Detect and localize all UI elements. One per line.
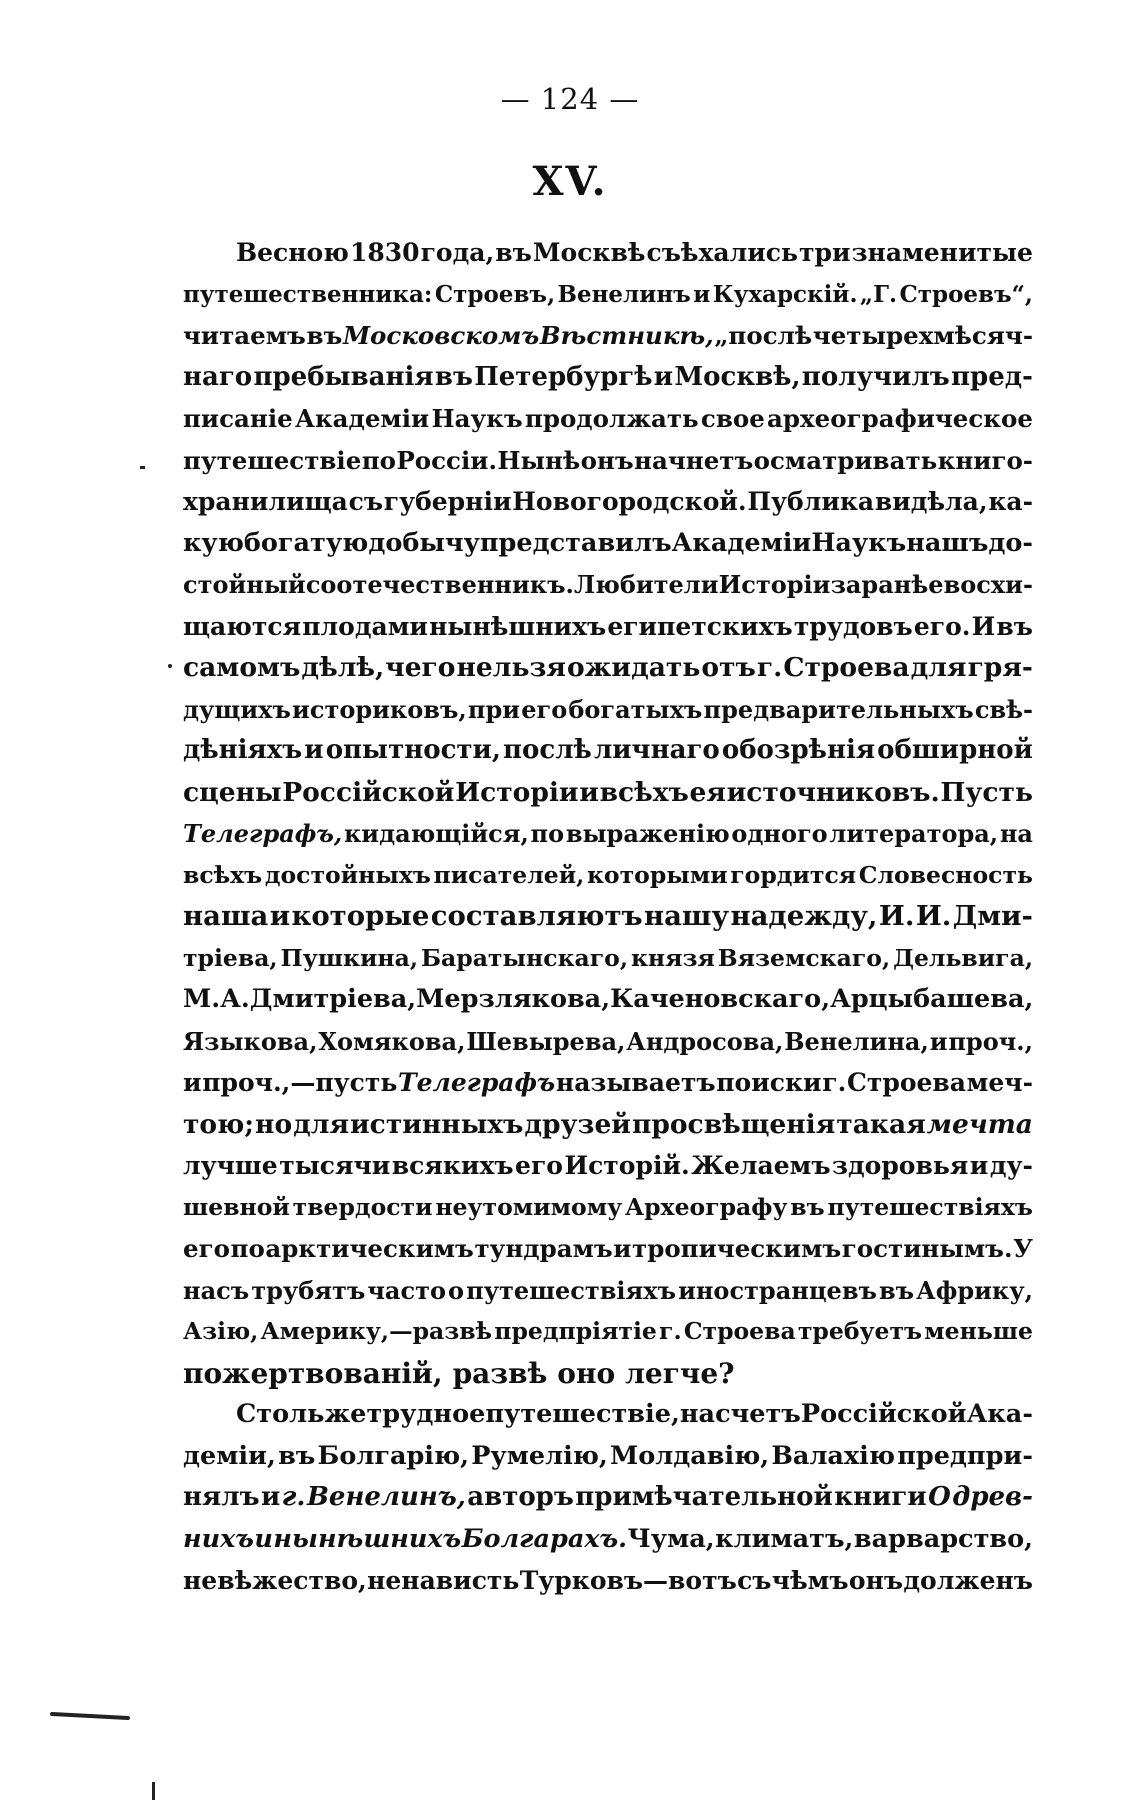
word: ненависть xyxy=(367,1566,520,1595)
word: Россійской xyxy=(800,1399,967,1429)
word: опытности, xyxy=(325,735,501,765)
word: И. xyxy=(915,900,952,932)
word: развѣ xyxy=(452,1356,548,1390)
word: М. xyxy=(183,984,221,1014)
word: богатую xyxy=(243,527,369,558)
word: Кухарскій. xyxy=(712,280,858,308)
word: Телеграфъ, xyxy=(183,819,343,848)
word: представилъ xyxy=(479,527,672,558)
word: Азію, xyxy=(183,1317,259,1345)
word: источниковъ. xyxy=(726,776,940,808)
word: долженъ xyxy=(903,1566,1033,1595)
word: Исторій. xyxy=(564,1151,690,1180)
word: путешествіе xyxy=(183,445,362,475)
word: добычу xyxy=(368,527,480,558)
word: „Г. xyxy=(859,280,898,308)
word: Молдавію, xyxy=(610,1440,770,1471)
word: Московскомъ xyxy=(342,321,540,350)
word: Нынѣ xyxy=(497,445,581,475)
word: видѣла, xyxy=(874,487,988,516)
word: авторъ xyxy=(467,1482,574,1512)
word: друзей xyxy=(524,1108,631,1140)
word: часто xyxy=(367,1275,446,1305)
word: Дмитріева, xyxy=(249,984,417,1014)
word: просвѣщенія xyxy=(631,1108,836,1140)
word: г. xyxy=(659,1317,682,1345)
word: личнаго xyxy=(593,735,720,765)
word: года, xyxy=(420,238,495,267)
word: всѣхъ xyxy=(599,776,689,808)
text-line xyxy=(183,647,1033,689)
word: счетъ xyxy=(715,1399,801,1429)
text-line xyxy=(183,772,1033,814)
text-line xyxy=(183,1021,1033,1063)
word: ду- xyxy=(989,1151,1033,1180)
word: шевной xyxy=(183,1192,290,1221)
word: Исторіи xyxy=(718,570,831,599)
word: составляютъ xyxy=(430,900,643,932)
word: знаменитые xyxy=(851,238,1033,267)
word: обозрѣнія xyxy=(721,735,876,765)
word: одного xyxy=(731,819,828,848)
word: путешествіяхъ xyxy=(827,1192,1033,1221)
text-line xyxy=(183,689,1033,731)
word: гостинымъ. xyxy=(841,1234,1013,1263)
word: г. xyxy=(281,1482,306,1512)
word: по xyxy=(361,445,396,475)
word: осматривать xyxy=(753,445,938,475)
word: дѣніяхъ xyxy=(183,735,303,765)
word: тою; xyxy=(183,1108,255,1140)
word: его xyxy=(183,1234,230,1263)
word: Андросова, xyxy=(626,1026,784,1056)
word: Ака- xyxy=(966,1399,1033,1429)
text-line xyxy=(183,896,1033,938)
word: трудовъ xyxy=(793,611,913,641)
text-line xyxy=(183,1062,1033,1104)
word: предпріятіе xyxy=(494,1317,657,1345)
word: въ xyxy=(306,321,343,350)
word: Каченовскаго, xyxy=(610,984,831,1014)
word: и xyxy=(304,735,324,765)
word: древ- xyxy=(952,1482,1033,1512)
word: получилъ xyxy=(801,361,950,392)
word: съѣхались xyxy=(646,238,798,267)
word: послѣ xyxy=(503,735,592,765)
word: въ xyxy=(790,1192,825,1221)
word: климатъ, xyxy=(715,1523,854,1554)
word: археографическое xyxy=(767,404,1033,433)
word: арктическимъ xyxy=(265,1234,474,1263)
word: и xyxy=(969,1151,989,1180)
word: Строева xyxy=(683,1317,796,1345)
word: варварство, xyxy=(853,1523,1033,1554)
word: Хомякова, xyxy=(318,1026,466,1056)
word: Мерзлякова, xyxy=(416,984,611,1014)
text-line xyxy=(183,398,1033,440)
word: Строева xyxy=(846,1068,966,1097)
word: хранилища xyxy=(183,487,348,516)
word: гря- xyxy=(967,652,1033,683)
word: Россіи. xyxy=(396,445,497,475)
word: неутомимому xyxy=(435,1192,623,1221)
text-line xyxy=(183,1436,1033,1478)
word: въ xyxy=(996,611,1033,641)
text-line xyxy=(183,523,1033,565)
text-line xyxy=(183,1560,1033,1602)
word: читаемъ xyxy=(183,321,306,350)
word: трудное xyxy=(366,1399,486,1429)
text-line xyxy=(183,357,1033,399)
text-line xyxy=(183,440,1033,482)
word: „послѣ xyxy=(714,321,813,350)
text-line xyxy=(183,1187,1033,1229)
word: его xyxy=(521,694,568,724)
word: и xyxy=(613,1234,632,1263)
word: по xyxy=(530,819,565,848)
text-line xyxy=(183,1477,1033,1519)
word: наша xyxy=(183,900,269,932)
word: примѣчательной xyxy=(575,1482,833,1512)
word: всякихъ xyxy=(391,1151,514,1180)
word: онъ xyxy=(580,445,634,475)
word: пред- xyxy=(951,361,1033,392)
word: Столь xyxy=(236,1399,325,1429)
word: Болгарію, xyxy=(317,1440,470,1471)
word: тропическимъ xyxy=(632,1234,842,1263)
word: Строевъ, xyxy=(434,280,556,308)
word: Дми- xyxy=(952,900,1033,932)
word: трубятъ xyxy=(251,1275,366,1305)
word: въ xyxy=(495,238,532,267)
word: нялъ xyxy=(183,1482,260,1512)
word: твердости xyxy=(292,1192,433,1221)
word: выраженію xyxy=(565,819,730,848)
word: до- xyxy=(988,527,1033,558)
word: на xyxy=(679,1399,716,1429)
word: г. xyxy=(822,1068,847,1097)
word: называетъ xyxy=(555,1068,716,1097)
word: нынѣшнихъ xyxy=(429,611,607,641)
word: И. xyxy=(878,900,915,932)
word: въ xyxy=(434,361,473,392)
word: пожертвованій, xyxy=(183,1356,443,1390)
word: тысячи xyxy=(279,1151,391,1180)
word: насъ xyxy=(183,1275,250,1305)
word: истинныхъ xyxy=(350,1108,524,1140)
word: для xyxy=(910,652,967,683)
word: оно xyxy=(557,1356,616,1390)
word: наго xyxy=(183,361,253,392)
word: Турковъ—вотъ xyxy=(519,1566,737,1595)
word: всѣхъ xyxy=(183,860,263,889)
word: по xyxy=(230,1234,265,1263)
word: египетскихъ xyxy=(607,611,793,641)
word: лучше xyxy=(183,1151,278,1180)
word: Академіи xyxy=(294,404,430,433)
word: и xyxy=(653,361,674,392)
word: нашу xyxy=(643,900,730,932)
word: же xyxy=(324,1399,367,1429)
text-line xyxy=(183,315,1033,357)
word: Наукъ xyxy=(431,404,523,433)
word: Венелинъ xyxy=(557,280,691,308)
word: деміи, xyxy=(183,1440,276,1471)
word: поиски xyxy=(716,1068,822,1097)
body-text xyxy=(183,232,1033,1602)
word: проч.,—пусть xyxy=(202,1068,398,1097)
word: И xyxy=(971,611,996,641)
text-line xyxy=(183,1394,1033,1436)
word: Америку,—развѣ xyxy=(260,1317,493,1345)
word: его. xyxy=(913,611,971,641)
scan-speck xyxy=(168,664,172,668)
word: тріева, xyxy=(183,943,278,972)
word: Петербургѣ xyxy=(474,361,653,392)
word: Академіи xyxy=(671,527,812,558)
word: требуетъ xyxy=(797,1317,923,1345)
word: дущихъ xyxy=(183,694,291,724)
word: съ xyxy=(348,487,384,516)
word: Москвѣ xyxy=(532,238,646,267)
word: Вѣстникѣ, xyxy=(539,321,714,350)
word: иностранцевъ xyxy=(678,1275,877,1305)
word: Телеграфъ xyxy=(398,1068,556,1097)
text-line xyxy=(183,979,1033,1021)
word: Румелію, xyxy=(471,1440,608,1471)
word: А. xyxy=(220,984,250,1014)
word: которые xyxy=(291,900,430,932)
word: Исторіи xyxy=(455,776,579,808)
word: нихъ xyxy=(183,1523,254,1554)
word: о xyxy=(448,1275,465,1305)
word: Любители xyxy=(573,570,719,599)
word: гордится xyxy=(730,860,857,889)
scan-speck xyxy=(152,1782,155,1800)
word: Наукъ xyxy=(811,527,907,558)
word: и xyxy=(693,280,711,308)
word: мечта xyxy=(926,1108,1033,1140)
text-line xyxy=(183,1270,1033,1312)
text-line xyxy=(183,938,1033,980)
word: легче? xyxy=(625,1356,735,1390)
word: г. xyxy=(756,652,783,683)
word: чѣмъ xyxy=(771,1566,849,1595)
word: У xyxy=(1013,1234,1033,1263)
word: князя xyxy=(630,943,715,972)
word: 1830 xyxy=(349,238,420,267)
text-line xyxy=(183,1519,1033,1561)
scan-smudge xyxy=(50,1712,130,1720)
word: его xyxy=(515,1151,563,1180)
word: здоровья xyxy=(832,1151,969,1180)
word: такая xyxy=(836,1108,926,1140)
word: Баратынскаго, xyxy=(420,943,629,972)
word: историковъ, xyxy=(292,694,467,724)
word: онъ xyxy=(848,1566,904,1595)
word: и xyxy=(929,1026,948,1056)
word: начнетъ xyxy=(634,445,754,475)
text-line xyxy=(183,855,1033,897)
word: въ xyxy=(278,1440,316,1471)
word: чего xyxy=(385,652,456,683)
word: тундрамъ xyxy=(474,1234,613,1263)
text-line xyxy=(183,481,1033,523)
word: восхи- xyxy=(943,570,1033,599)
word: меч- xyxy=(966,1068,1033,1097)
word: книго- xyxy=(937,445,1033,475)
word: свѣ- xyxy=(974,694,1033,724)
word: нынѣшнихъ xyxy=(273,1523,462,1554)
word: нельзя xyxy=(456,652,566,683)
page-number: — 124 — xyxy=(500,82,640,116)
word: Шевырева, xyxy=(466,1026,626,1056)
word: соотечественникъ. xyxy=(305,570,574,599)
word: и xyxy=(579,776,599,808)
word: Москвѣ, xyxy=(674,361,801,392)
word: обширной xyxy=(877,735,1033,765)
word: съ xyxy=(737,1566,772,1595)
word: Валахію xyxy=(771,1440,895,1471)
word: путешествіяхъ xyxy=(466,1275,676,1305)
word: которыми xyxy=(586,860,728,889)
word: Россійской xyxy=(282,776,455,808)
word: при xyxy=(467,694,521,724)
word: заранѣе xyxy=(830,570,944,599)
word: самомъ xyxy=(183,652,301,683)
word: Венелинъ, xyxy=(306,1482,466,1512)
word: Желаемъ xyxy=(691,1151,831,1180)
text-line xyxy=(183,1104,1033,1146)
word: для xyxy=(293,1108,350,1140)
word: писаніе xyxy=(183,404,293,433)
word: плодами xyxy=(302,611,428,641)
word: три xyxy=(799,238,851,267)
word: кидающійся, xyxy=(343,819,529,848)
word: ожидать xyxy=(566,652,701,683)
word: свое xyxy=(700,404,765,433)
word: Весною xyxy=(236,238,349,267)
word: проч., xyxy=(948,1026,1033,1056)
word: Дельвига, xyxy=(893,943,1033,972)
word: ея xyxy=(689,776,726,808)
word: книги xyxy=(834,1482,927,1512)
text-line xyxy=(183,606,1033,648)
word: и xyxy=(261,1482,281,1512)
word: дѣлѣ, xyxy=(301,652,385,683)
text-line xyxy=(183,232,1033,274)
text-line xyxy=(183,1228,1033,1270)
word: и xyxy=(254,1523,273,1554)
word: невѣжество, xyxy=(183,1566,367,1595)
word: Новогородской. xyxy=(512,487,747,516)
word: на xyxy=(999,819,1033,848)
word: кую xyxy=(183,527,244,558)
word: предпри- xyxy=(897,1440,1033,1471)
text-line xyxy=(183,1311,1033,1353)
word: и xyxy=(269,900,291,932)
word: богатыхъ xyxy=(568,694,703,724)
word: Африку, xyxy=(916,1275,1033,1305)
word: О xyxy=(928,1482,951,1512)
word: Языкова, xyxy=(183,1026,318,1056)
text-line xyxy=(183,274,1033,316)
word: нашъ xyxy=(906,527,989,558)
word: Строева xyxy=(783,652,910,683)
word: надежду, xyxy=(730,900,878,932)
word: четырехмѣсяч- xyxy=(812,321,1033,350)
chapter-heading: XV. xyxy=(532,158,608,205)
word: путешественника: xyxy=(183,280,433,308)
word: Чума, xyxy=(627,1523,715,1554)
word: стойный xyxy=(183,570,306,599)
word: Пусть xyxy=(940,776,1033,808)
text-line xyxy=(183,730,1033,772)
word: писателей, xyxy=(433,860,585,889)
word: путешествіе, xyxy=(485,1399,680,1429)
word: Арцыбашева, xyxy=(830,984,1034,1014)
word: пребыванія xyxy=(253,361,434,392)
word: ка- xyxy=(988,487,1033,516)
word: предварительныхъ xyxy=(703,694,974,724)
scan-speck xyxy=(140,466,145,469)
word: литератора, xyxy=(829,819,999,848)
word: щаются xyxy=(183,611,302,641)
word: Строевъ“, xyxy=(899,280,1033,308)
word: Публика xyxy=(747,487,875,516)
word: губерніи xyxy=(383,487,512,516)
word: отъ xyxy=(701,652,756,683)
word: достойныхъ xyxy=(264,860,431,889)
word: въ xyxy=(878,1275,915,1305)
word: продолжать xyxy=(524,404,699,433)
word: Археографу xyxy=(624,1192,788,1221)
text-line xyxy=(183,1353,1033,1395)
word: но xyxy=(255,1108,293,1140)
word: Венелина, xyxy=(784,1026,929,1056)
text-line xyxy=(183,813,1033,855)
word: меньше xyxy=(924,1317,1033,1345)
word: Словесность xyxy=(858,860,1033,889)
text-line xyxy=(183,1145,1033,1187)
word: и xyxy=(183,1068,202,1097)
word: Пушкина, xyxy=(280,943,419,972)
text-line xyxy=(183,564,1033,606)
word: сцены xyxy=(183,776,282,808)
word: Вяземскаго, xyxy=(717,943,891,972)
word: Болгарахъ. xyxy=(461,1523,627,1554)
